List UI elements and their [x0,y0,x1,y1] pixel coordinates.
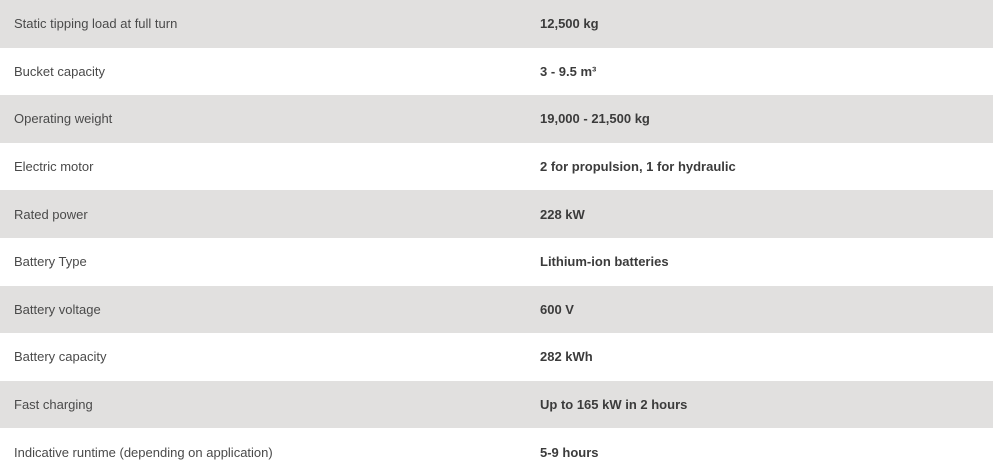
spec-label: Indicative runtime (depending on application) [14,444,273,460]
spec-value: 600 V [540,301,574,317]
spec-row-fast-charging [0,381,993,429]
spec-value: Up to 165 kW in 2 hours [540,397,688,413]
spec-value: 228 kW [540,206,585,222]
spec-label: Operating weight [14,111,113,127]
spec-label: Electric motor [14,159,94,175]
spec-value: 5-9 hours [540,444,599,460]
spec-row-battery-type [0,238,993,286]
spec-value: 3 - 9.5 m³ [540,63,597,79]
spec-value: 12,500 kg [540,16,599,32]
spec-label: Rated power [14,206,88,222]
spec-row-static-tipping-load [0,0,993,48]
spec-value: 19,000 - 21,500 kg [540,111,650,127]
spec-row-bucket-capacity [0,48,993,96]
spec-label: Static tipping load at full turn [14,16,178,32]
spec-value: 2 for propulsion, 1 for hydraulic [540,159,736,175]
spec-label: Fast charging [14,397,93,413]
spec-row-operating-weight [0,95,993,143]
spec-row-battery-voltage [0,286,993,334]
spec-value: Lithium-ion batteries [540,254,669,270]
spec-row-indicative-runtime [0,428,993,476]
spec-row-battery-capacity [0,333,993,381]
spec-label: Battery Type [14,254,87,270]
spec-label: Battery capacity [14,349,107,365]
spec-row-rated-power [0,190,993,238]
spec-label: Battery voltage [14,301,101,317]
spec-label: Bucket capacity [14,63,106,79]
spec-row-electric-motor [0,143,993,191]
spec-value: 282 kWh [540,349,593,365]
